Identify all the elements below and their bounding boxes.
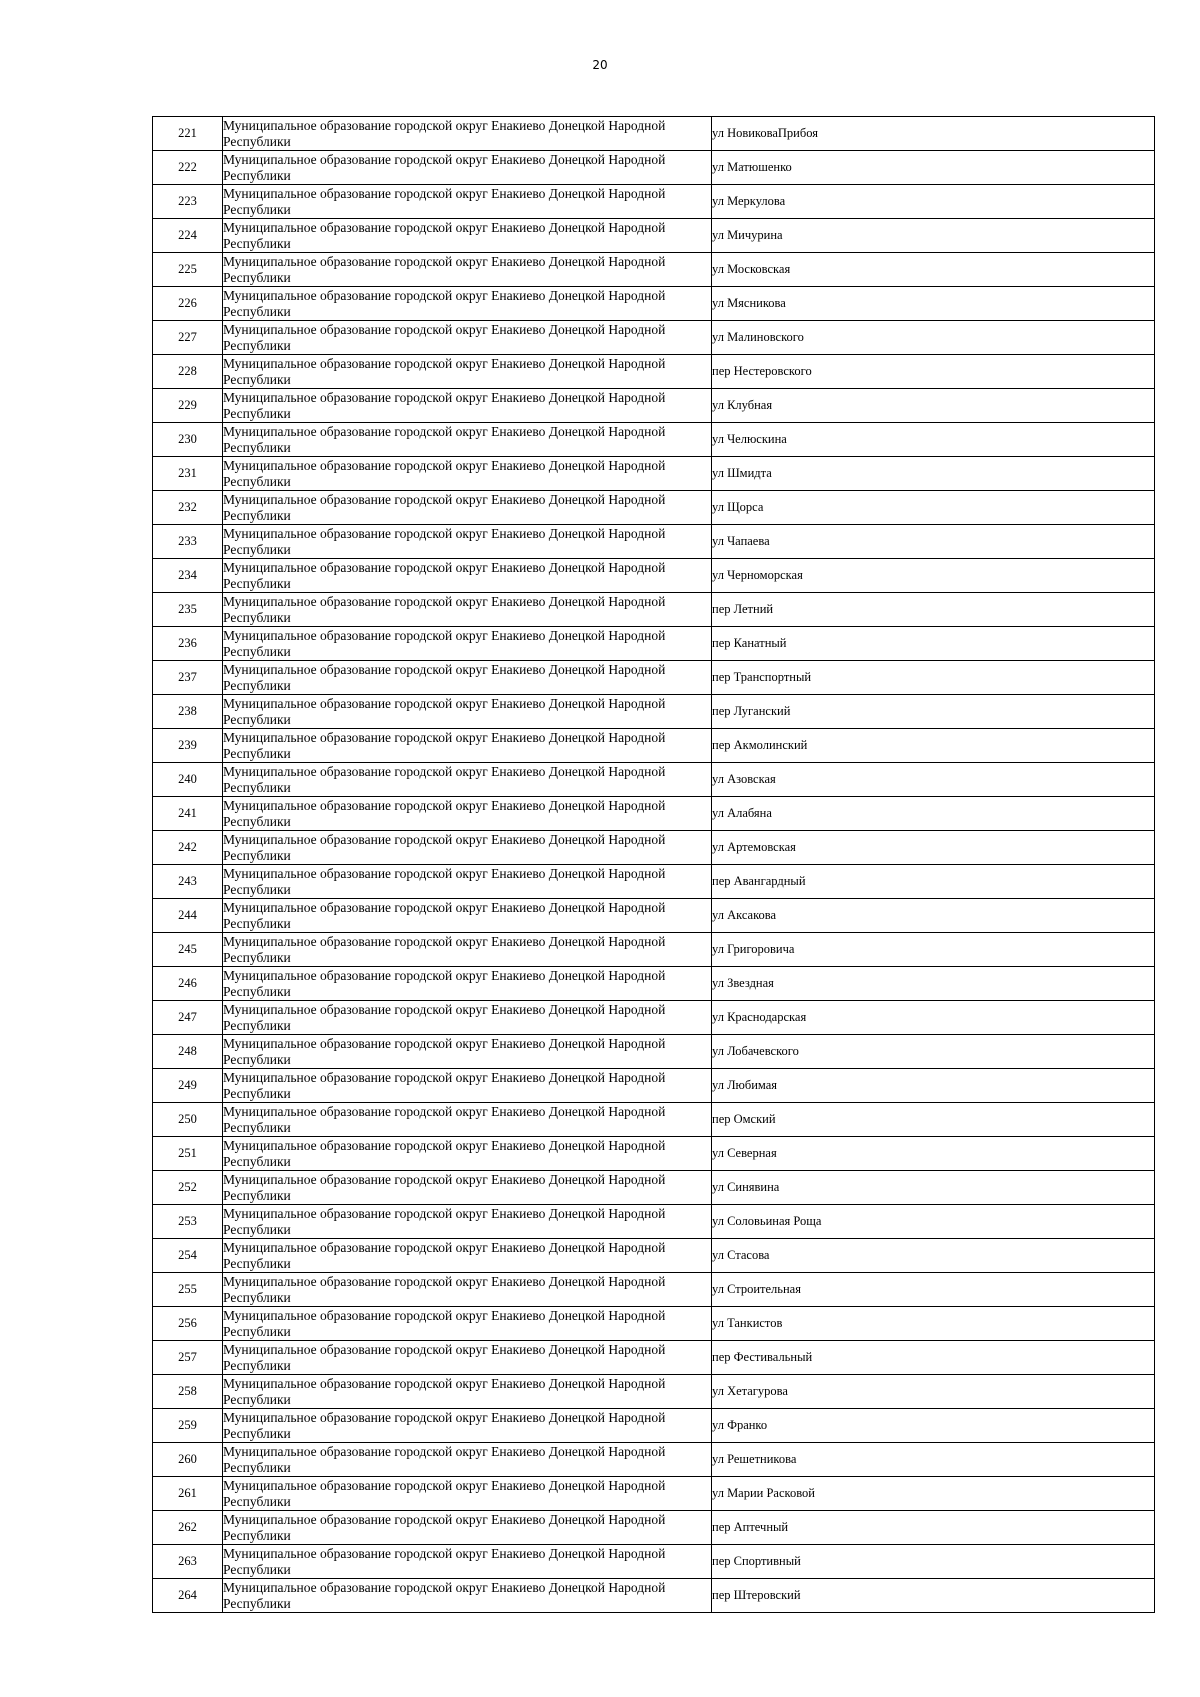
table-row — [153, 525, 1155, 559]
row-number: 225 — [153, 253, 223, 287]
row-number: 228 — [153, 355, 223, 389]
street-name: ул Мясникова — [712, 287, 1155, 321]
municipality-name: Муниципальное образование городской округ Енакиево Донецкой Народной Республики — [223, 865, 712, 899]
row-number: 244 — [153, 899, 223, 933]
table-row — [153, 1001, 1155, 1035]
street-name: ул Чапаева — [712, 525, 1155, 559]
street-name: ул Решетникова — [712, 1443, 1155, 1477]
row-number: 245 — [153, 933, 223, 967]
street-name: пер Штеровский — [712, 1579, 1155, 1613]
row-number: 252 — [153, 1171, 223, 1205]
table-row — [153, 729, 1155, 763]
municipality-name: Муниципальное образование городской округ Енакиево Донецкой Народной Республики — [223, 1477, 712, 1511]
municipality-name: Муниципальное образование городской округ Енакиево Донецкой Народной Республики — [223, 729, 712, 763]
municipality-name: Муниципальное образование городской округ Енакиево Донецкой Народной Республики — [223, 219, 712, 253]
row-number: 250 — [153, 1103, 223, 1137]
table-row — [153, 1443, 1155, 1477]
table-row — [153, 491, 1155, 525]
row-number: 256 — [153, 1307, 223, 1341]
table-row — [153, 695, 1155, 729]
row-number: 249 — [153, 1069, 223, 1103]
municipality-name: Муниципальное образование городской округ Енакиево Донецкой Народной Республики — [223, 253, 712, 287]
street-name: ул Марии Расковой — [712, 1477, 1155, 1511]
table-row — [153, 1069, 1155, 1103]
row-number: 224 — [153, 219, 223, 253]
row-number: 238 — [153, 695, 223, 729]
row-number: 240 — [153, 763, 223, 797]
street-name: пер Омский — [712, 1103, 1155, 1137]
table-row — [153, 457, 1155, 491]
street-name: ул НовиковаПрибоя — [712, 117, 1155, 151]
row-number: 257 — [153, 1341, 223, 1375]
row-number: 230 — [153, 423, 223, 457]
municipality-name: Муниципальное образование городской округ Енакиево Донецкой Народной Республики — [223, 1103, 712, 1137]
municipality-name: Муниципальное образование городской округ Енакиево Донецкой Народной Республики — [223, 627, 712, 661]
street-name: ул Аксакова — [712, 899, 1155, 933]
street-name: пер Спортивный — [712, 1545, 1155, 1579]
row-number: 263 — [153, 1545, 223, 1579]
table-row — [153, 1307, 1155, 1341]
municipality-name: Муниципальное образование городской округ Енакиево Донецкой Народной Республики — [223, 763, 712, 797]
municipality-name: Муниципальное образование городской округ Енакиево Донецкой Народной Республики — [223, 185, 712, 219]
municipality-name: Муниципальное образование городской округ Енакиево Донецкой Народной Республики — [223, 899, 712, 933]
street-name: ул Матюшенко — [712, 151, 1155, 185]
street-name: ул Соловьиная Роща — [712, 1205, 1155, 1239]
street-name: ул Звездная — [712, 967, 1155, 1001]
municipality-name: Муниципальное образование городской округ Енакиево Донецкой Народной Республики — [223, 593, 712, 627]
row-number: 231 — [153, 457, 223, 491]
row-number: 232 — [153, 491, 223, 525]
row-number: 261 — [153, 1477, 223, 1511]
municipality-name: Муниципальное образование городской округ Енакиево Донецкой Народной Республики — [223, 491, 712, 525]
street-name: ул Меркулова — [712, 185, 1155, 219]
page-number: 20 — [592, 58, 608, 72]
municipality-name: Муниципальное образование городской округ Енакиево Донецкой Народной Республики — [223, 831, 712, 865]
row-number: 243 — [153, 865, 223, 899]
table-row — [153, 967, 1155, 1001]
municipality-name: Муниципальное образование городской округ Енакиево Донецкой Народной Республики — [223, 151, 712, 185]
municipality-name: Муниципальное образование городской округ Енакиево Донецкой Народной Республики — [223, 1341, 712, 1375]
row-number: 253 — [153, 1205, 223, 1239]
table-row — [153, 1103, 1155, 1137]
table-row — [153, 1035, 1155, 1069]
table-row — [153, 899, 1155, 933]
table-row — [153, 253, 1155, 287]
street-name: пер Нестеровского — [712, 355, 1155, 389]
table-row — [153, 661, 1155, 695]
municipality-name: Муниципальное образование городской округ Енакиево Донецкой Народной Республики — [223, 525, 712, 559]
street-name: ул Строительная — [712, 1273, 1155, 1307]
row-number: 259 — [153, 1409, 223, 1443]
street-name: ул Клубная — [712, 389, 1155, 423]
municipality-name: Муниципальное образование городской округ Енакиево Донецкой Народной Республики — [223, 1579, 712, 1613]
table-row — [153, 321, 1155, 355]
municipality-name: Муниципальное образование городской округ Енакиево Донецкой Народной Республики — [223, 1545, 712, 1579]
row-number: 262 — [153, 1511, 223, 1545]
municipality-name: Муниципальное образование городской округ Енакиево Донецкой Народной Республики — [223, 117, 712, 151]
table-row — [153, 219, 1155, 253]
table-row — [153, 1273, 1155, 1307]
street-name: ул Северная — [712, 1137, 1155, 1171]
table-row — [153, 117, 1155, 151]
street-name: пер Авангардный — [712, 865, 1155, 899]
municipality-name: Муниципальное образование городской округ Енакиево Донецкой Народной Республики — [223, 1409, 712, 1443]
municipality-name: Муниципальное образование городской округ Енакиево Донецкой Народной Республики — [223, 1137, 712, 1171]
street-name: ул Франко — [712, 1409, 1155, 1443]
street-name: пер Летний — [712, 593, 1155, 627]
row-number: 234 — [153, 559, 223, 593]
street-name: ул Черноморская — [712, 559, 1155, 593]
street-name: пер Акмолинский — [712, 729, 1155, 763]
table-row — [153, 287, 1155, 321]
street-name: пер Аптечный — [712, 1511, 1155, 1545]
municipality-name: Муниципальное образование городской округ Енакиево Донецкой Народной Республики — [223, 1307, 712, 1341]
table-body — [153, 117, 1155, 1613]
municipality-name: Муниципальное образование городской округ Енакиево Донецкой Народной Республики — [223, 967, 712, 1001]
row-number: 241 — [153, 797, 223, 831]
municipality-name: Муниципальное образование городской округ Енакиево Донецкой Народной Республики — [223, 1239, 712, 1273]
street-name: пер Луганский — [712, 695, 1155, 729]
municipality-name: Муниципальное образование городской округ Енакиево Донецкой Народной Республики — [223, 355, 712, 389]
municipality-name: Муниципальное образование городской округ Енакиево Донецкой Народной Республики — [223, 1069, 712, 1103]
street-name: пер Транспортный — [712, 661, 1155, 695]
table-row — [153, 559, 1155, 593]
table-row — [153, 627, 1155, 661]
table-row — [153, 831, 1155, 865]
table-row — [153, 389, 1155, 423]
street-name: пер Канатный — [712, 627, 1155, 661]
street-name: ул Малиновского — [712, 321, 1155, 355]
table-row — [153, 1477, 1155, 1511]
street-name: ул Шмидта — [712, 457, 1155, 491]
row-number: 233 — [153, 525, 223, 559]
row-number: 235 — [153, 593, 223, 627]
table-row — [153, 797, 1155, 831]
municipality-name: Муниципальное образование городской округ Енакиево Донецкой Народной Республики — [223, 559, 712, 593]
row-number: 251 — [153, 1137, 223, 1171]
street-name: ул Краснодарская — [712, 1001, 1155, 1035]
municipality-name: Муниципальное образование городской округ Енакиево Донецкой Народной Республики — [223, 1035, 712, 1069]
municipality-name: Муниципальное образование городской округ Енакиево Донецкой Народной Республики — [223, 1171, 712, 1205]
table-row — [153, 1409, 1155, 1443]
municipality-name: Муниципальное образование городской округ Енакиево Донецкой Народной Республики — [223, 321, 712, 355]
row-number: 242 — [153, 831, 223, 865]
street-name: ул Щорса — [712, 491, 1155, 525]
municipality-name: Муниципальное образование городской округ Енакиево Донецкой Народной Республики — [223, 1273, 712, 1307]
municipality-name: Муниципальное образование городской округ Енакиево Донецкой Народной Республики — [223, 457, 712, 491]
street-name: ул Челюскина — [712, 423, 1155, 457]
municipality-name: Муниципальное образование городской округ Енакиево Донецкой Народной Республики — [223, 1205, 712, 1239]
municipality-name: Муниципальное образование городской округ Енакиево Донецкой Народной Республики — [223, 1443, 712, 1477]
table-row — [153, 1579, 1155, 1613]
row-number: 258 — [153, 1375, 223, 1409]
row-number: 237 — [153, 661, 223, 695]
row-number: 221 — [153, 117, 223, 151]
street-name: ул Лобачевского — [712, 1035, 1155, 1069]
row-number: 255 — [153, 1273, 223, 1307]
row-number: 247 — [153, 1001, 223, 1035]
row-number: 248 — [153, 1035, 223, 1069]
street-name: ул Хетагурова — [712, 1375, 1155, 1409]
municipality-name: Муниципальное образование городской округ Енакиево Донецкой Народной Республики — [223, 933, 712, 967]
row-number: 254 — [153, 1239, 223, 1273]
street-name: ул Московская — [712, 253, 1155, 287]
table-row — [153, 151, 1155, 185]
row-number: 264 — [153, 1579, 223, 1613]
table-row — [153, 865, 1155, 899]
table-row — [153, 185, 1155, 219]
table-row — [153, 1137, 1155, 1171]
table-row — [153, 1171, 1155, 1205]
row-number: 239 — [153, 729, 223, 763]
street-name: ул Алабяна — [712, 797, 1155, 831]
table-row — [153, 1205, 1155, 1239]
street-name: ул Азовская — [712, 763, 1155, 797]
table-row — [153, 933, 1155, 967]
row-number: 236 — [153, 627, 223, 661]
street-registry-table — [152, 116, 1155, 1613]
row-number: 223 — [153, 185, 223, 219]
municipality-name: Муниципальное образование городской округ Енакиево Донецкой Народной Республики — [223, 797, 712, 831]
table-row — [153, 763, 1155, 797]
table-row — [153, 423, 1155, 457]
street-name: ул Мичурина — [712, 219, 1155, 253]
row-number: 246 — [153, 967, 223, 1001]
table-row — [153, 1511, 1155, 1545]
municipality-name: Муниципальное образование городской округ Енакиево Донецкой Народной Республики — [223, 661, 712, 695]
street-name: ул Любимая — [712, 1069, 1155, 1103]
street-name: ул Танкистов — [712, 1307, 1155, 1341]
street-name: ул Артемовская — [712, 831, 1155, 865]
table-row — [153, 593, 1155, 627]
municipality-name: Муниципальное образование городской округ Енакиево Донецкой Народной Республики — [223, 423, 712, 457]
row-number: 226 — [153, 287, 223, 321]
row-number: 229 — [153, 389, 223, 423]
table-row — [153, 355, 1155, 389]
row-number: 222 — [153, 151, 223, 185]
street-name: пер Фестивальный — [712, 1341, 1155, 1375]
street-name: ул Стасова — [712, 1239, 1155, 1273]
municipality-name: Муниципальное образование городской округ Енакиево Донецкой Народной Республики — [223, 287, 712, 321]
row-number: 260 — [153, 1443, 223, 1477]
municipality-name: Муниципальное образование городской округ Енакиево Донецкой Народной Республики — [223, 695, 712, 729]
table-row — [153, 1545, 1155, 1579]
table-row — [153, 1341, 1155, 1375]
street-name: ул Синявина — [712, 1171, 1155, 1205]
municipality-name: Муниципальное образование городской округ Енакиево Донецкой Народной Республики — [223, 1511, 712, 1545]
table-row — [153, 1239, 1155, 1273]
street-name: ул Григоровича — [712, 933, 1155, 967]
municipality-name: Муниципальное образование городской округ Енакиево Донецкой Народной Республики — [223, 389, 712, 423]
municipality-name: Муниципальное образование городской округ Енакиево Донецкой Народной Республики — [223, 1001, 712, 1035]
municipality-name: Муниципальное образование городской округ Енакиево Донецкой Народной Республики — [223, 1375, 712, 1409]
table-row — [153, 1375, 1155, 1409]
row-number: 227 — [153, 321, 223, 355]
